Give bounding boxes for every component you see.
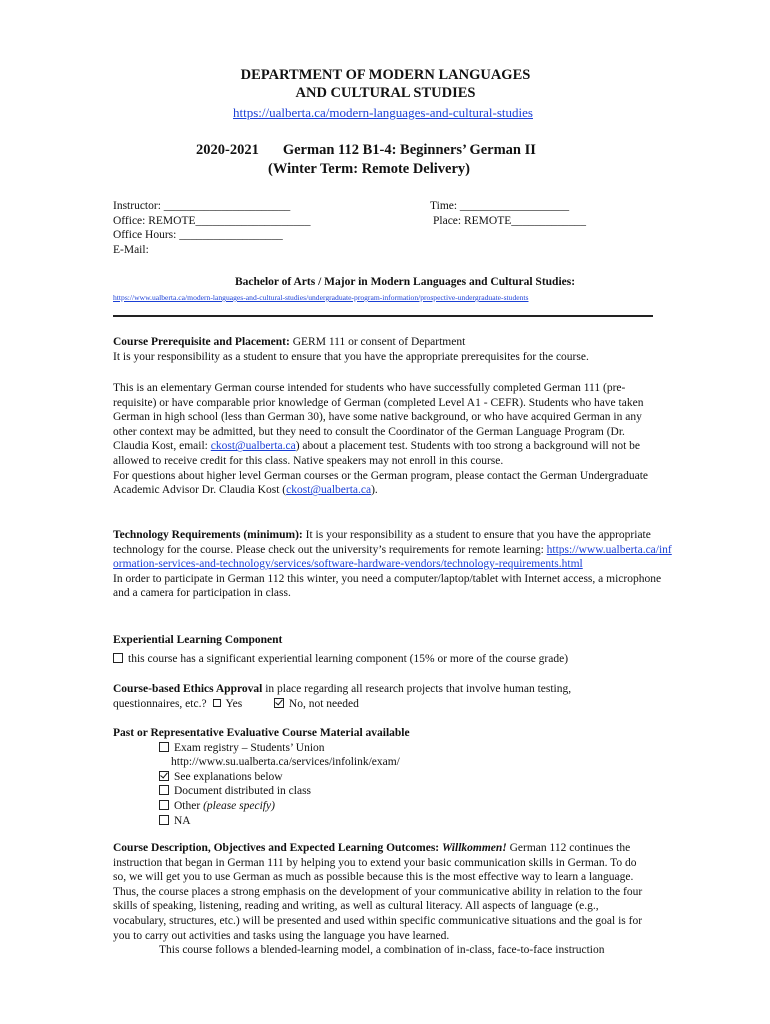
description-label: Course Description, Objectives and Expected Learning Outcomes: [113, 842, 442, 854]
other-label: Other [174, 799, 204, 812]
ethics-text: in place regarding all research projects that involve human testing, [262, 683, 572, 695]
course-heading [196, 141, 616, 159]
past-material-section [113, 726, 658, 828]
department-line-1: DEPARTMENT OF MODERN LANGUAGES [240, 67, 531, 83]
prerequisite-section [113, 335, 658, 364]
advisor-email-link[interactable]: ckost@ualberta.ca [286, 484, 372, 497]
course-intro [113, 381, 653, 498]
prerequisite-responsibility: It is your responsibility as a student to ensure that you have the appropriate prerequisites for the course. [113, 350, 589, 363]
see-below-checkbox[interactable] [159, 771, 169, 781]
exam-registry-label: Exam registry – Students’ Union [174, 741, 325, 754]
divider-line [113, 315, 653, 317]
prerequisite-text: GERM 111 or consent of Department [289, 336, 466, 348]
program-url-link[interactable]: https://www.ualberta.ca/modern-languages-and-cultural-studies/undergraduate-program-information/prospective-undergraduate-students [113, 293, 529, 302]
past-material-label: Past or Representative Evaluative Course Material available [113, 727, 410, 739]
exam-registry-checkbox[interactable] [159, 742, 169, 752]
technology-section [113, 528, 673, 601]
experiential-label: Experiential Learning Component [113, 634, 283, 646]
ethics-label: Course-based Ethics Approval [113, 683, 263, 695]
course-title: German 112 B1-4: Beginners’ German II [282, 142, 536, 158]
ethics-question: questionnaires, etc.? [113, 697, 207, 710]
description-next-line: This course follows a blended-learning model, a combination of in-class, face-to-face instruction [159, 944, 605, 957]
intro-paragraph [113, 381, 653, 469]
coordinator-email-link[interactable]: ckost@ualberta.ca [210, 440, 296, 453]
office-field: Office: REMOTE____________________ [113, 214, 311, 227]
description-section [113, 841, 648, 958]
department-url-link[interactable]: https://ualberta.ca/modern-languages-and-cultural-studies [233, 105, 533, 120]
intro-text-1: This is an elementary German course intended for students who have successfully completed German 111 (pre-requisite) or have comparable prior knowledge of German (completed Level A1 - CEFR). Students who have taken German in high school (less than German 30), have some native background, or who have acquired German in any other context may be admitted, but they need to consult the Coordinator of the German Language Program (Dr. Claudia Kost, email: [113, 382, 644, 453]
office-hours-field: Office Hours: __________________ [113, 229, 283, 242]
ethics-no-label: No, not needed [288, 697, 359, 710]
schedule-info [430, 199, 650, 228]
description-welcome: Willkommen! [442, 842, 507, 854]
email-field: E-Mail: [113, 243, 149, 256]
prerequisite-label: Course Prerequisite and Placement: [113, 336, 290, 348]
technology-text: It is your responsibility as a student to ensure that you have the appropriate technology for the course. Please check out the university’s requirements for remote learning: [113, 529, 651, 556]
experiential-checkbox[interactable] [113, 653, 123, 663]
document-checkbox[interactable] [159, 785, 169, 795]
ethics-section [113, 682, 658, 711]
na-label: NA [174, 814, 191, 827]
department-line-2: AND CULTURAL STUDIES [295, 85, 476, 101]
ethics-no-checkbox[interactable] [274, 698, 284, 708]
exam-registry-url: http://www.su.ualberta.ca/services/infolink/exam/ [171, 756, 400, 769]
description-text: German 112 continues the instruction that began in German 111 by helping you to extend your basic communication skills in German. To do so, we will get you to use German as much as possible because this is the most effective way to learn a language. Thus, the course places a strong emphasis on the development of your communicative ability in relation to the four skills of speaking, listening, reading and writing, as well as cultural literacy. All aspects of language (e.g., vocabulary, structures, etc.) will be presented and used within specific communicative situations and the goal is for you to carry out activities and tasks using the language you have learned. [113, 842, 643, 942]
instructor-field: Instructor: ______________________ [113, 200, 291, 212]
advisor-text-1: For questions about higher level German courses or the German program, please contact the German Undergraduate Academic Advisor Dr. Claudia Kost ( [113, 469, 648, 497]
other-specify-label: (please specify) [203, 799, 275, 812]
see-below-label: See explanations below [174, 770, 283, 783]
advisor-text-2: ). [371, 484, 378, 497]
advisor-paragraph [113, 469, 653, 498]
other-checkbox[interactable] [159, 800, 169, 810]
course-year: 2020-2021 [196, 142, 259, 158]
ethics-yes-label: Yes [225, 697, 243, 710]
technology-url-link[interactable]: https://www.ualberta.ca/information-services-and-technology/services/software-hardware-vendors/technology-requirements.html [113, 543, 672, 571]
course-term: (Winter Term: Remote Delivery) [268, 161, 470, 177]
program-title: Bachelor of Arts / Major in Modern Languages and Cultural Studies: [234, 276, 576, 288]
instructor-info [113, 199, 393, 257]
department-title [113, 66, 658, 102]
na-checkbox[interactable] [159, 815, 169, 825]
technology-label: Technology Requirements (minimum): [113, 529, 303, 541]
time-field: Time: ___________________ [430, 200, 570, 212]
experiential-option: this course has a significant experiential learning component (15% or more of the course grade) [128, 652, 569, 665]
experiential-section [113, 633, 658, 666]
technology-participation: In order to participate in German 112 this winter, you need a computer/laptop/tablet with Internet access, a microphone and a camera for participation in class. [113, 572, 662, 600]
ethics-yes-checkbox[interactable] [213, 699, 221, 707]
intro-text-2: ) about a placement test. Students with too strong a background will not be allowed to receive credit for this class. Native speakers may not enroll in this course. [113, 440, 641, 467]
document-label: Document distributed in class [174, 785, 312, 798]
place-field: Place: REMOTE_____________ [433, 214, 586, 227]
